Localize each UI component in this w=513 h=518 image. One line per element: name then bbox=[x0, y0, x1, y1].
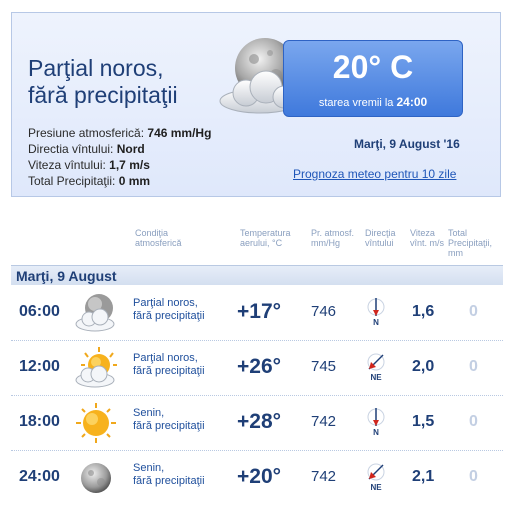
row-wind-direction: NE bbox=[370, 373, 382, 382]
row-temperature: +20° bbox=[237, 465, 282, 488]
wind-direction-line: Directia vîntului: Nord bbox=[28, 142, 145, 156]
forecast-row bbox=[11, 341, 503, 396]
row-precipitation: 0 bbox=[469, 303, 478, 320]
row-temperature: +17° bbox=[237, 300, 282, 323]
current-condition-line2: fără precipitaţii bbox=[28, 82, 178, 108]
row-wind-direction: N bbox=[373, 318, 379, 327]
current-condition-line1: Parţial noros, bbox=[28, 55, 164, 81]
row-time: 06:00 bbox=[19, 303, 60, 320]
current-weather-card bbox=[11, 12, 501, 197]
row-wind-speed: 1,5 bbox=[412, 413, 435, 430]
moon-icon bbox=[73, 457, 119, 499]
col-header-condition: Condiţia atmosferică bbox=[135, 228, 182, 248]
col-header-wind-direction: Direcţia vîntului bbox=[365, 228, 396, 248]
row-wind-speed: 2,0 bbox=[412, 358, 435, 375]
row-pressure: 746 bbox=[311, 303, 337, 320]
observation-time: starea vremii la 24:00 bbox=[318, 95, 428, 109]
row-precipitation: 0 bbox=[469, 358, 478, 375]
current-temperature-box bbox=[283, 40, 463, 117]
wind-direction-icon bbox=[365, 351, 387, 385]
row-wind-direction: NE bbox=[370, 483, 382, 492]
col-header-precipitation: Total Precipitaţii, mm bbox=[448, 228, 493, 258]
current-temperature: 20° C bbox=[332, 49, 414, 85]
row-pressure: 742 bbox=[311, 413, 337, 430]
row-pressure: 745 bbox=[311, 358, 337, 375]
forecast-row bbox=[11, 396, 503, 451]
day-label: Marţi, 9 August bbox=[16, 268, 117, 284]
ten-day-forecast-link[interactable]: Prognoza meteo pentru 10 zile bbox=[293, 167, 457, 181]
pressure-value: 746 mm/Hg bbox=[147, 126, 212, 140]
col-header-pressure: Pr. atmosf. mm/Hg bbox=[311, 228, 355, 248]
precipitation-line: Total Precipitaţii: 0 mm bbox=[28, 174, 151, 188]
row-precipitation: 0 bbox=[469, 468, 478, 485]
row-precipitation: 0 bbox=[469, 413, 478, 430]
row-condition: Senin, fără precipitaţii bbox=[133, 407, 205, 432]
current-details bbox=[28, 125, 211, 189]
sun-cloud-icon bbox=[73, 347, 119, 389]
row-pressure: 742 bbox=[311, 468, 337, 485]
day-header bbox=[11, 265, 503, 285]
row-wind-direction: N bbox=[373, 428, 379, 437]
wind-direction-icon bbox=[365, 406, 387, 440]
row-time: 12:00 bbox=[19, 358, 60, 375]
wind-speed-line: Viteza vîntului: 1,7 m/s bbox=[28, 158, 150, 172]
row-time: 18:00 bbox=[19, 413, 60, 430]
row-condition: Parţial noros, fără precipitaţii bbox=[133, 352, 205, 377]
wind-direction-value: Nord bbox=[116, 142, 145, 156]
moon-cloud-icon bbox=[73, 292, 119, 334]
wind-direction-icon bbox=[365, 296, 387, 330]
wind-speed-value: 1,7 m/s bbox=[109, 158, 150, 172]
row-temperature: +28° bbox=[237, 410, 282, 433]
col-header-wind-speed: Viteza vînt. m/s bbox=[410, 228, 445, 248]
row-wind-speed: 2,1 bbox=[412, 468, 435, 485]
forecast-row bbox=[11, 451, 503, 506]
precipitation-value: 0 mm bbox=[118, 174, 151, 188]
sun-icon bbox=[73, 402, 119, 444]
current-date: Marţi, 9 August '16 bbox=[354, 137, 460, 151]
row-condition: Senin, fără precipitaţii bbox=[133, 462, 205, 487]
pressure-line: Presiune atmosferică: 746 mm/Hg bbox=[28, 126, 212, 140]
wind-direction-icon bbox=[365, 461, 387, 495]
row-condition: Parţial noros, fără precipitaţii bbox=[133, 297, 205, 322]
current-condition-title bbox=[28, 55, 178, 109]
row-temperature: +26° bbox=[237, 355, 282, 378]
row-time: 24:00 bbox=[19, 468, 60, 485]
forecast-row bbox=[11, 286, 503, 341]
col-header-temperature: Temperatura aerului, °C bbox=[240, 228, 291, 248]
row-wind-speed: 1,6 bbox=[412, 303, 435, 320]
